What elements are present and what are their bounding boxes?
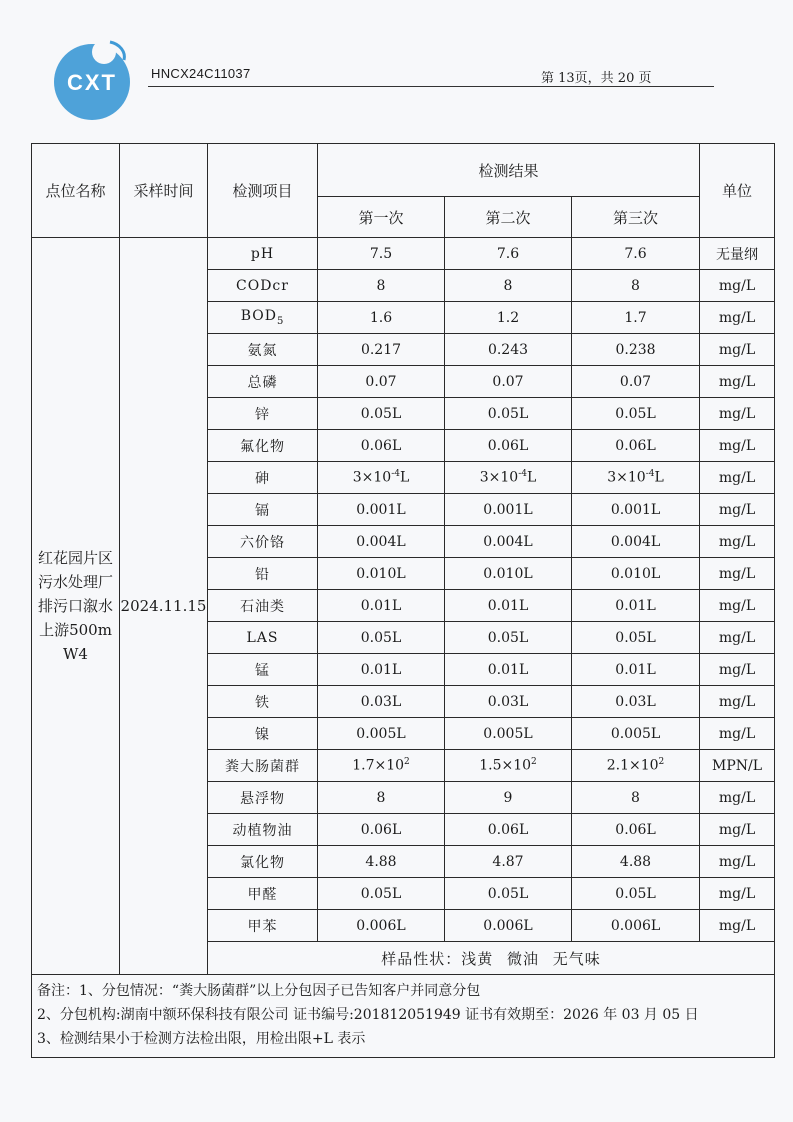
result-second-value: 0.01L	[487, 661, 529, 678]
result-third	[572, 526, 700, 558]
result-second	[445, 302, 572, 334]
result-third-value: 1.7	[624, 309, 647, 326]
test-item-name: BOD	[240, 308, 277, 325]
result-first-value: 0.004L	[356, 533, 406, 550]
result-third-exponent: 2	[658, 757, 665, 768]
result-first	[318, 494, 445, 526]
test-item-name: 铅	[255, 566, 270, 583]
result-second-value: 0.05L	[487, 629, 529, 646]
result-third-value: 0.010L	[610, 565, 661, 582]
result-first	[318, 782, 445, 814]
result-third-value: 0.238	[615, 341, 656, 358]
test-item-name: 锌	[255, 406, 270, 423]
test-item	[208, 462, 318, 494]
test-item-name: 粪大肠菌群	[225, 758, 300, 775]
result-second	[445, 526, 572, 558]
result-third	[572, 590, 700, 622]
result-second	[445, 622, 572, 654]
result-third-value: 0.05L	[615, 885, 656, 902]
result-first-value: 0.06L	[360, 821, 402, 838]
result-first	[318, 846, 445, 878]
result-second-value: 0.06L	[487, 437, 529, 454]
result-first	[318, 814, 445, 846]
page-indicator: 第 13页，共 20 页	[541, 71, 652, 86]
unit-cell: mg/L	[700, 846, 775, 878]
result-first-value: 0.010L	[356, 565, 406, 582]
result-third-value: 0.03L	[615, 693, 656, 710]
result-first-value: 8	[376, 277, 386, 294]
result-third-value: 0.05L	[615, 405, 656, 422]
test-item-name: pH	[250, 245, 275, 262]
result-second-value: 0.005L	[483, 725, 533, 742]
unit-cell: mg/L	[700, 526, 775, 558]
result-second	[445, 878, 572, 910]
result-first	[318, 366, 445, 398]
test-item-name: 甲醛	[247, 886, 278, 903]
test-item-name: 总磷	[247, 374, 278, 391]
result-third	[572, 750, 700, 782]
result-second	[445, 366, 572, 398]
header-unit: 单位	[700, 144, 775, 238]
result-third	[572, 846, 700, 878]
unit-cell: mg/L	[700, 430, 775, 462]
test-item-subscript: 5	[276, 315, 285, 327]
result-second-value: 0.004L	[483, 533, 533, 550]
result-third	[572, 782, 700, 814]
result-third	[572, 398, 700, 430]
result-first-value: 0.07	[365, 373, 397, 390]
result-second-value: 0.010L	[483, 565, 533, 582]
result-third-value: 3×10	[607, 469, 646, 486]
test-item	[208, 846, 318, 878]
result-first	[318, 430, 445, 462]
result-first	[318, 398, 445, 430]
result-first-value: 3×10	[352, 469, 392, 486]
result-first	[318, 526, 445, 558]
company-logo	[48, 38, 140, 122]
unit-cell: mg/L	[700, 686, 775, 718]
result-third	[572, 910, 700, 942]
result-second-exponent: 2	[531, 757, 537, 768]
result-third-value: 8	[631, 277, 640, 294]
result-first	[318, 558, 445, 590]
header-third: 第三次	[572, 197, 700, 238]
result-third	[572, 302, 700, 334]
unit-cell: mg/L	[700, 878, 775, 910]
result-first	[318, 302, 445, 334]
result-first-value: 0.06L	[360, 437, 402, 454]
result-first-value: 0.217	[360, 341, 402, 358]
test-item-name: 石油类	[240, 598, 285, 615]
result-third-value: 0.006L	[610, 917, 661, 934]
result-first-value: 8	[376, 789, 386, 806]
results-table	[31, 143, 775, 1058]
result-third-value: 2.1×10	[606, 757, 659, 774]
result-third	[572, 878, 700, 910]
test-item	[208, 590, 318, 622]
result-first	[318, 910, 445, 942]
result-first	[318, 238, 445, 270]
test-item-name: 甲苯	[247, 918, 278, 935]
result-third	[572, 814, 700, 846]
result-third	[572, 270, 700, 302]
result-third	[572, 366, 700, 398]
test-item	[208, 654, 318, 686]
result-second-value: 0.243	[487, 341, 529, 358]
unit-cell: mg/L	[700, 782, 775, 814]
result-first-value: 0.01L	[360, 597, 402, 614]
unit-cell: mg/L	[700, 462, 775, 494]
result-third-value: 0.07	[619, 373, 652, 390]
test-item	[208, 782, 318, 814]
result-second-exponent: -4	[518, 469, 527, 480]
test-item	[208, 270, 318, 302]
test-item-name: 六价铬	[240, 534, 285, 551]
test-item-name: 氟化物	[240, 438, 285, 455]
result-third	[572, 430, 700, 462]
result-second	[445, 686, 572, 718]
result-second-value: 0.01L	[487, 597, 529, 614]
result-first	[318, 462, 445, 494]
result-third-value: 0.01L	[615, 597, 656, 614]
result-second-value: 3×10	[479, 469, 519, 486]
test-item	[208, 814, 318, 846]
result-third	[572, 494, 700, 526]
result-second	[445, 846, 572, 878]
result-second-value: 9	[503, 789, 513, 806]
test-item	[208, 686, 318, 718]
result-third	[572, 718, 700, 750]
result-first	[318, 878, 445, 910]
test-item-name: 氨氮	[247, 342, 278, 359]
result-second-value: 1.2	[496, 309, 520, 326]
result-second	[445, 494, 572, 526]
site-name: 红花园片区污水处理厂排污口溆水上游500mW4	[32, 238, 120, 975]
test-item	[208, 718, 318, 750]
result-first-suffix: L	[399, 469, 410, 486]
test-item	[208, 494, 318, 526]
result-second	[445, 750, 572, 782]
result-third-value: 0.01L	[615, 661, 656, 678]
result-second	[445, 718, 572, 750]
result-second	[445, 654, 572, 686]
result-second	[445, 590, 572, 622]
test-item-name: 氯化物	[240, 854, 285, 871]
result-second-value: 0.07	[492, 373, 524, 390]
result-first	[318, 270, 445, 302]
test-item	[208, 526, 318, 558]
result-second	[445, 270, 572, 302]
test-item	[208, 622, 318, 654]
report-number: HNCX24C11037	[151, 66, 251, 81]
note-line: 2、分包机构:湖南中额环保科技有限公司 证书编号:201812051949 证书有效期至：2026 年 03 月 05 日	[37, 1007, 699, 1023]
test-item	[208, 750, 318, 782]
result-second-value: 7.6	[496, 245, 520, 262]
test-item-name: 锰	[255, 662, 270, 679]
result-first-value: 0.05L	[360, 885, 402, 902]
unit-cell: mg/L	[700, 270, 775, 302]
result-first	[318, 686, 445, 718]
result-third	[572, 622, 700, 654]
result-second	[445, 430, 572, 462]
result-third-value: 0.06L	[615, 437, 656, 454]
result-third	[572, 334, 700, 366]
test-item-name: LAS	[246, 629, 279, 646]
result-second	[445, 462, 572, 494]
test-item-name: 镉	[255, 502, 270, 519]
unit-cell: mg/L	[700, 654, 775, 686]
result-second-value: 0.001L	[483, 501, 533, 518]
result-second-value: 4.87	[492, 853, 524, 870]
result-third	[572, 686, 700, 718]
result-third-value: 0.001L	[610, 501, 661, 518]
header-sampling-time: 采样时间	[120, 144, 208, 238]
result-first	[318, 750, 445, 782]
test-item-name: 镍	[255, 726, 270, 743]
result-second	[445, 782, 572, 814]
result-first-value: 0.05L	[360, 405, 402, 422]
unit-cell: mg/L	[700, 590, 775, 622]
result-third-value: 0.005L	[610, 725, 661, 742]
result-first	[318, 622, 445, 654]
result-third-suffix: L	[654, 469, 664, 486]
result-second-value: 0.05L	[487, 405, 529, 422]
header-second: 第二次	[445, 197, 572, 238]
unit-cell: mg/L	[700, 622, 775, 654]
test-item-name: 铁	[255, 694, 270, 711]
result-third-value: 8	[631, 789, 640, 806]
result-first	[318, 590, 445, 622]
result-third-value: 0.004L	[610, 533, 661, 550]
result-first-value: 4.88	[365, 853, 397, 870]
notes	[32, 975, 775, 1058]
test-item-name: CODcr	[236, 277, 289, 294]
test-item-name: 砷	[255, 470, 270, 487]
result-third-exponent: -4	[645, 469, 655, 480]
test-item	[208, 366, 318, 398]
notes-row	[32, 975, 775, 1058]
test-item-name: 动植物油	[232, 822, 293, 839]
result-third	[572, 654, 700, 686]
note-line: 3、检测结果小于检测方法检出限，用检出限+L 表示	[37, 1031, 366, 1047]
result-third-value: 0.05L	[615, 629, 656, 646]
result-first-value: 1.6	[369, 309, 393, 326]
result-first-exponent: 2	[404, 757, 410, 768]
sample-traits: 样品性状：浅黄 微油 无气味	[208, 942, 775, 975]
result-first-value: 0.05L	[360, 629, 402, 646]
test-item	[208, 302, 318, 334]
result-third-value: 4.88	[619, 853, 652, 870]
result-second	[445, 238, 572, 270]
result-second-suffix: L	[526, 469, 537, 486]
result-second-value: 0.006L	[483, 917, 533, 934]
test-item	[208, 334, 318, 366]
table-row	[32, 238, 775, 270]
header-first: 第一次	[318, 197, 445, 238]
result-first-value: 7.5	[369, 245, 393, 262]
result-second-value: 0.06L	[487, 821, 529, 838]
sampling-date: 2024.11.15	[120, 238, 208, 975]
result-first-value: 1.7×10	[352, 757, 405, 774]
result-second	[445, 398, 572, 430]
test-item	[208, 430, 318, 462]
result-first	[318, 334, 445, 366]
unit-cell: mg/L	[700, 910, 775, 942]
result-first-value: 0.01L	[360, 661, 402, 678]
result-third	[572, 462, 700, 494]
unit-cell: mg/L	[700, 302, 775, 334]
result-third-value: 0.06L	[615, 821, 656, 838]
test-item-name: 悬浮物	[240, 790, 285, 807]
test-item	[208, 910, 318, 942]
unit-cell: 无量纲	[700, 238, 775, 270]
unit-cell: MPN/L	[700, 750, 775, 782]
unit-cell: mg/L	[700, 398, 775, 430]
result-first-value: 0.001L	[356, 501, 406, 518]
result-second-value: 0.03L	[487, 693, 529, 710]
result-second-value: 0.05L	[487, 885, 529, 902]
header-results: 检测结果	[318, 144, 700, 197]
result-third	[572, 238, 700, 270]
unit-cell: mg/L	[700, 558, 775, 590]
result-third	[572, 558, 700, 590]
result-third-value: 7.6	[624, 245, 647, 262]
note-line: 备注：1、分包情况：“粪大肠菌群”以上分包因子已告知客户并同意分包	[37, 983, 481, 999]
test-item	[208, 238, 318, 270]
header-site: 点位名称	[32, 144, 120, 238]
unit-cell: mg/L	[700, 814, 775, 846]
result-first	[318, 718, 445, 750]
result-second	[445, 814, 572, 846]
result-first	[318, 654, 445, 686]
unit-cell: mg/L	[700, 366, 775, 398]
unit-cell: mg/L	[700, 334, 775, 366]
result-first-value: 0.006L	[356, 917, 406, 934]
result-first-value: 0.005L	[356, 725, 406, 742]
test-item	[208, 398, 318, 430]
result-first-value: 0.03L	[360, 693, 402, 710]
header-divider	[148, 86, 714, 87]
result-second	[445, 334, 572, 366]
unit-cell: mg/L	[700, 718, 775, 750]
header-test-item: 检测项目	[208, 144, 318, 238]
result-second-value: 1.5×10	[479, 757, 532, 774]
result-second	[445, 910, 572, 942]
result-first-exponent: -4	[391, 469, 400, 480]
test-item	[208, 558, 318, 590]
test-item	[208, 878, 318, 910]
svg-text:CXT: CXT	[67, 70, 117, 95]
result-second-value: 8	[503, 277, 513, 294]
unit-cell: mg/L	[700, 494, 775, 526]
result-second	[445, 558, 572, 590]
